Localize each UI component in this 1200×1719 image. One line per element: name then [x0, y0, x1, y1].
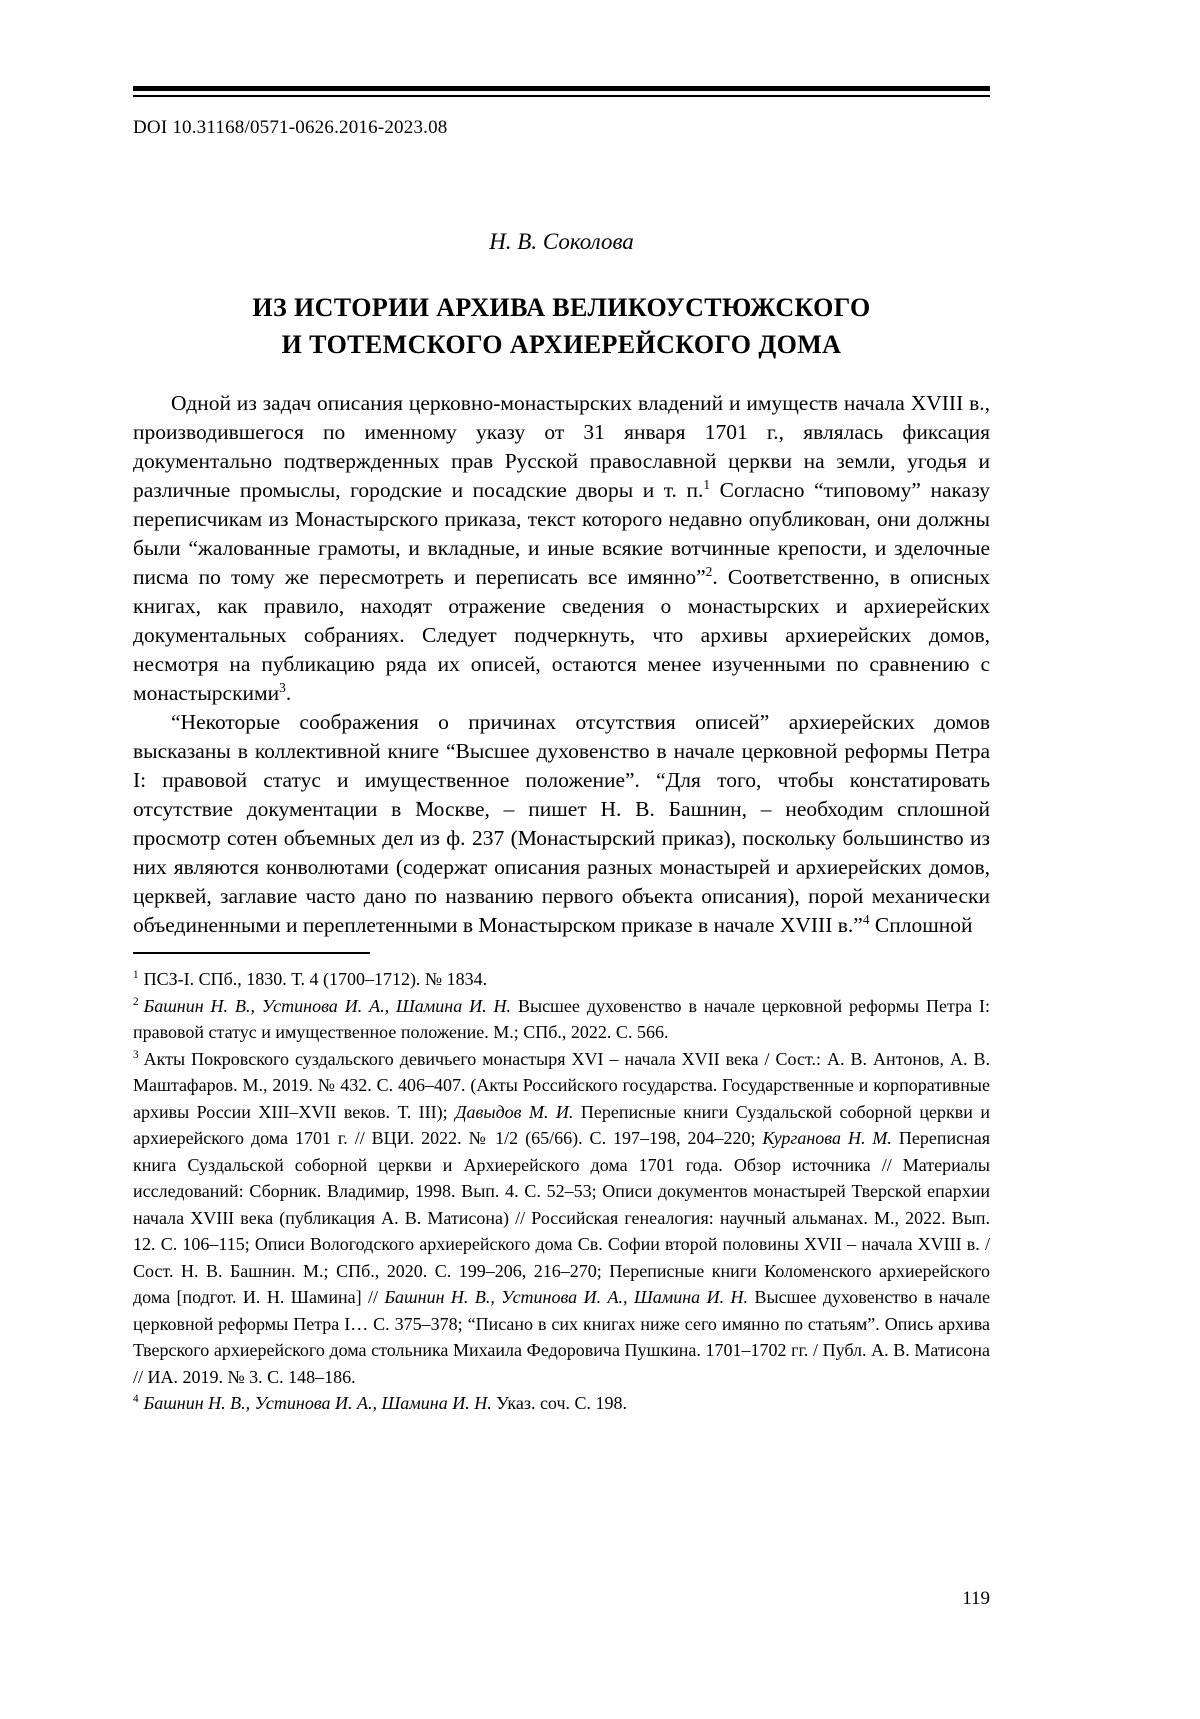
- body-paragraph: “Некоторые соображения о причинах отсутствия описей” архиерейских домов высказаны в коллективной книге “Высшее духовенство в начале церковной реформы Петра I: правовой статус и имущественное положение”. “Для того, чтобы констатировать отсутствие документации в Москве, – пишет Н. В. Башнин, – необходим сплошной просмотр сотен объемных дел из ф. 237 (Монастырский приказ), поскольку большинство из них являются конволютами (содержат описания разных монастырей и архиерейских домов, церквей, заглавие часто дано по названию первого объекта описания), порой механически объединенными и переплетенными в Монастырском приказе в начале XVIII в.”$^4$ Сплошной: [133, 710, 990, 937]
- article-title: [133, 289, 990, 363]
- footnote-text: Башнин Н. В., Устинова И. А., Шамина И. Н. Высшее духовенство в начале церковной реформы Петра I: правовой статус и имущественное положение. М.; СПб., 2022. С. 566.: [133, 995, 990, 1042]
- footnote: [133, 966, 990, 993]
- page-number: 119: [962, 1588, 990, 1609]
- footnote-marker: 1: [133, 969, 139, 981]
- footnote: [133, 1390, 990, 1417]
- footnotes-block: [133, 966, 990, 1417]
- footnote: [133, 1046, 990, 1391]
- footnote-marker: 4: [133, 1393, 139, 1405]
- footnote-text: ПСЗ-I. СПб., 1830. Т. 4 (1700–1712). № 1834.: [143, 969, 488, 989]
- footnote: [133, 993, 990, 1046]
- header-rule-thin: [133, 95, 990, 97]
- footnote-text: Акты Покровского суздальского девичьего монастыря XVI – начала XVII века / Сост.: А. В. Антонов, А. В. Маштафаров. М., 2019. № 432. С. 406–407. (Акты Российского государства. Государственные и корпоративные архивы России XIII–XVII веков. Т. III); Давыдов М. И. Переписные книги Суздальской соборной церкви и архиерейского дома 1701 г. // ВЦИ. 2022. № 1/2 (65/66). С. 197–198, 204–220; Курганова Н. М. Переписная книга Суздальской соборной церкви и Архиерейского дома 1701 года. Обзор источника // Материалы исследований: Сборник. Владимир, 1998. Вып. 4. С. 52–53; Описи документов монастырей Тверской епархии начала XVIII века (публикация А. В. Матисона) // Российская генеалогия: научный альманах. М., 2022. Вып. 12. С. 106–115; Описи Вологодского архиерейского дома Св. Софии второй половины XVII – начала XVIII в. / Сост. Н. В. Башнин. М.; СПб., 2020. С. 199–206, 216–270; Переписные книги Коломенского архиерейского дома [подгот. И. Н. Шамина] // Башнин Н. В., Устинова И. А., Шамина И. Н. Высшее духовенство в начале церковной реформы Петра I… С. 375–378; “Писано в сих книгах ниже сего имянно по статьям”. Опись архива Тверского архиерейского дома стольника Михаила Федоровича Пушкина. 1701–1702 гг. / Публ. А. В. Матисона // ИА. 2019. № 3. С. 148–186.: [133, 1048, 990, 1387]
- article-title-line2: И ТОТЕМСКОГО АРХИЕРЕЙСКОГО ДОМА: [281, 330, 842, 359]
- body-paragraph: Одной из задач описания церковно-монастырских владений и имуществ начала XVIII в., производившегося по именному указу от 31 января 1701 г., являлась фиксация документально подтвержденных прав Русской православной церкви на земли, угодья и различные промыслы, городские и посадские дворы и т. п.$^1$ Согласно “типовому” наказу переписчикам из Монастырского приказа, текст которого недавно опубликован, они должны были “жалованные грамоты, и вкладные, и иные всякие вотчинные крепости, и зделочные писма по тому же пересмотреть и переписать все имянно”$^2$. Соответственно, в описных книгах, как правило, находят отражение сведения о монастырских и архиерейских документальных собраниях. Следует подчеркнуть, что архивы архиерейских домов, несмотря на публикацию ряда их описей, остаются менее изученными по сравнению с монастырскими$^3$.: [133, 391, 990, 705]
- footnote-marker: 2: [133, 995, 139, 1008]
- author-name: Н. В. Соколова: [489, 229, 634, 254]
- footnote-separator: [133, 952, 370, 954]
- footnote-text: Башнин Н. В., Устинова И. А., Шамина И. Н. Указ. соч. С. 198.: [143, 1393, 628, 1413]
- article-title-line1: ИЗ ИСТОРИИ АРХИВА ВЕЛИКОУСТЮЖСКОГО: [252, 293, 871, 322]
- article-body: [133, 389, 990, 940]
- page-content: [133, 0, 990, 1417]
- header-rule-thick: [133, 86, 990, 91]
- doi-text: DOI 10.31168/0571-0626.2016-2023.08: [133, 117, 448, 138]
- footnote-marker: 3: [133, 1048, 139, 1061]
